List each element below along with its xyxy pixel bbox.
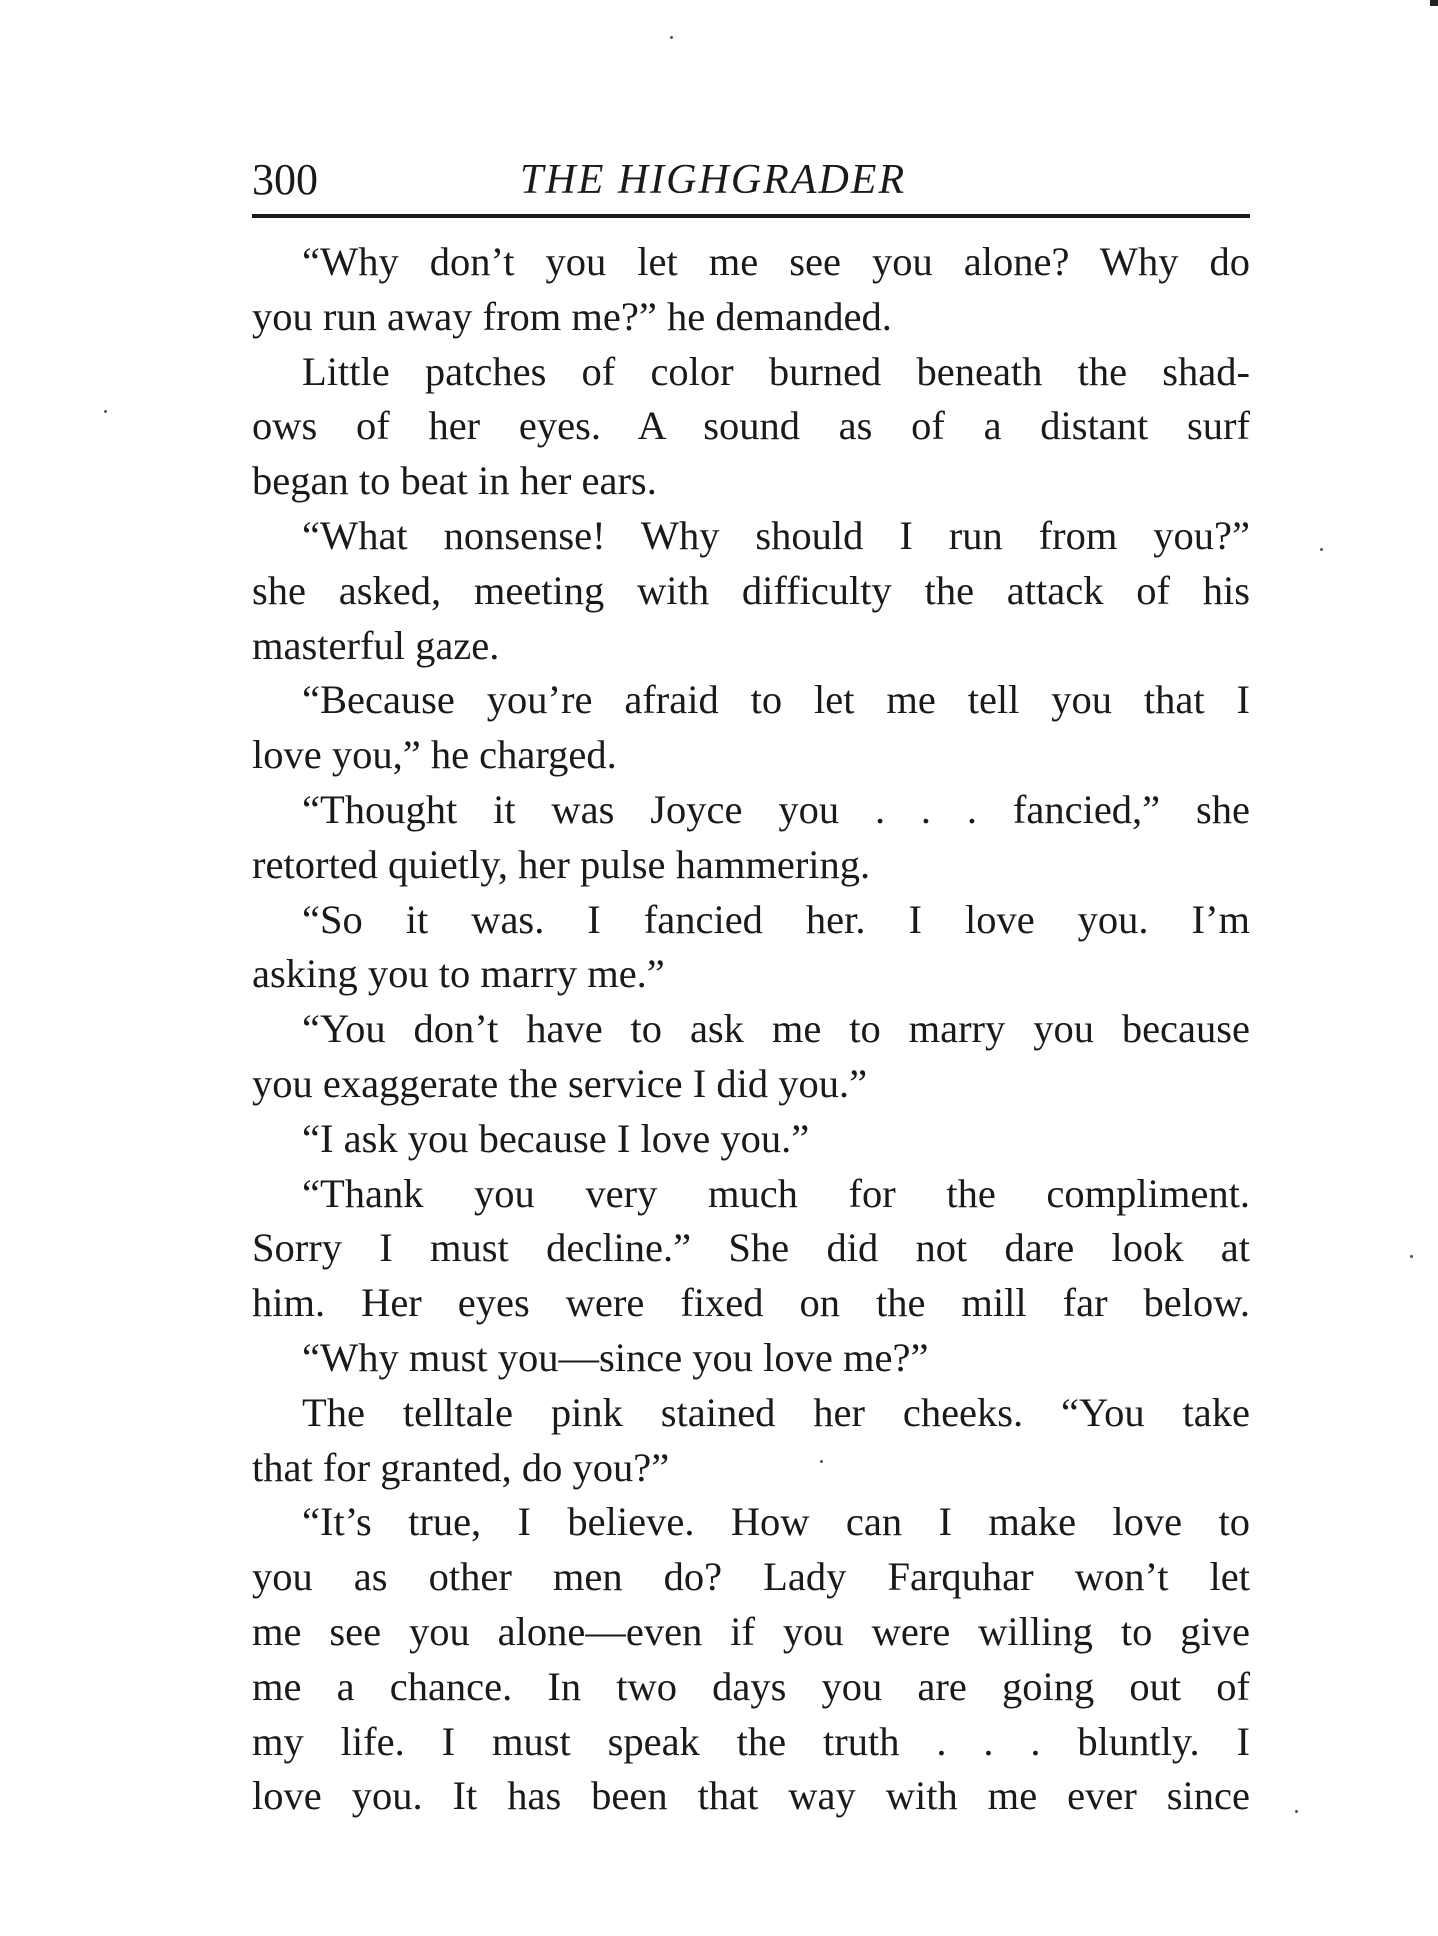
text-line: “So it was. I fancied her. I love you. I’m: [302, 896, 1250, 942]
text-line: him. Her eyes were fixed on the mill far below.: [252, 1280, 1250, 1326]
text-line: love you,” he charged.: [252, 732, 617, 778]
text-line: began to beat in her ears.: [252, 458, 657, 504]
scan-speck: [104, 410, 107, 413]
text-line: “I ask you because I love you.”: [302, 1115, 810, 1161]
text-line: Sorry I must decline.” She did not dare look at: [252, 1225, 1250, 1271]
text-line: “Why don’t you let me see you alone? Why do: [302, 239, 1250, 284]
text-line: retorted quietly, her pulse hammering.: [252, 841, 871, 887]
scan-speck: [670, 36, 673, 39]
text-line: “Thought it was Joyce you . . . fancied,” she: [302, 786, 1250, 832]
running-title: THE HIGHGRADER: [520, 157, 907, 203]
text-line: that for granted, do you?”: [252, 1444, 670, 1490]
text-line: you as other men do? Lady Farquhar won’t let: [252, 1554, 1250, 1600]
text-line: “What nonsense! Why should I run from you?”: [302, 512, 1250, 558]
scan-speck: [1320, 548, 1323, 551]
text-line: asking you to marry me.”: [252, 951, 665, 997]
text-line: “Why must you—since you love me?”: [302, 1334, 929, 1380]
text-line: love you. It has been that way with me ever since: [252, 1773, 1250, 1819]
scan-speck: [1295, 1810, 1298, 1813]
header-rule: [252, 214, 1250, 218]
text-line: ows of her eyes. A sound as of a distant surf: [252, 403, 1250, 449]
text-line: Little patches of color burned beneath the shad-: [302, 348, 1250, 394]
text-line: you run away from me?” he demanded.: [252, 293, 892, 339]
scan-speck: [1410, 1255, 1413, 1258]
scan-corner-mark: [1430, 0, 1438, 6]
running-header: [252, 150, 1252, 210]
text-line: The telltale pink stained her cheeks. “You take: [302, 1389, 1250, 1435]
page-number: 300: [252, 155, 318, 204]
text-line: “Because you’re afraid to let me tell you that I: [302, 677, 1250, 723]
text-line: my life. I must speak the truth . . . bluntly. I: [252, 1718, 1250, 1764]
body-text: [252, 235, 1250, 1824]
scan-speck: [820, 1460, 823, 1463]
text-line: masterful gaze.: [252, 622, 500, 668]
text-line: “You don’t have to ask me to marry you because: [302, 1006, 1250, 1052]
text-line: “It’s true, I believe. How can I make love to: [302, 1499, 1250, 1545]
text-line: me see you alone—even if you were willing to give: [252, 1608, 1250, 1654]
text-line: she asked, meeting with difficulty the attack of his: [252, 567, 1250, 613]
text-line: you exaggerate the service I did you.”: [252, 1060, 868, 1106]
text-line: “Thank you very much for the compliment.: [302, 1170, 1250, 1216]
text-line: me a chance. In two days you are going out of: [252, 1663, 1250, 1709]
